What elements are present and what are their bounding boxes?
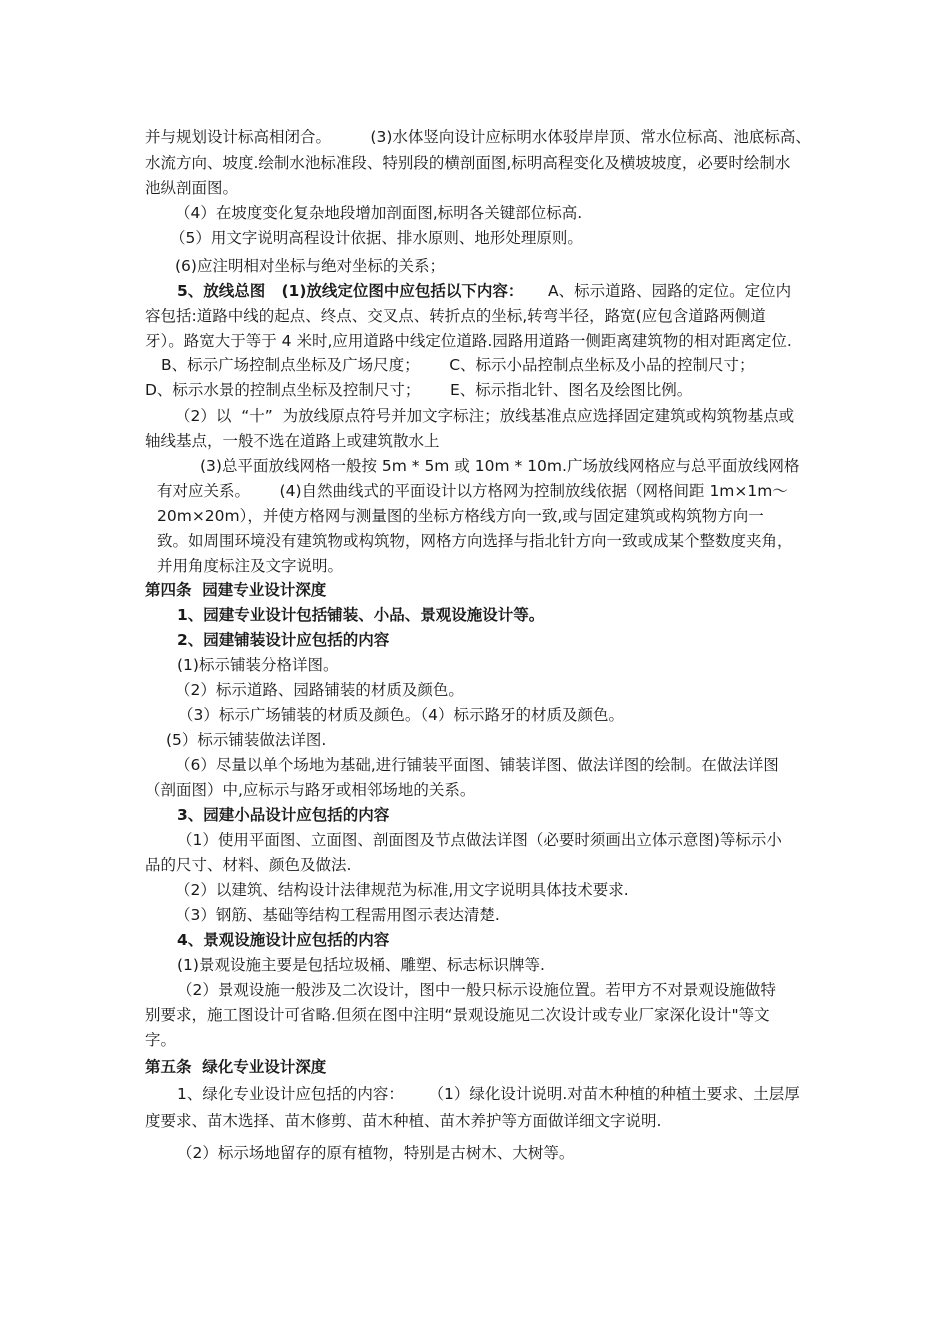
text-line: D、标示水景的控制点坐标及控制尺寸； E、标示指北针、图名及绘图比例。 (145, 381, 693, 399)
section-heading: 5、放线总图 (1)放线定位图中应包括以下内容： (177, 282, 524, 300)
text-line: （2）标示场地留存的原有植物，特别是古树木、大树等。 (177, 1144, 575, 1162)
text-line: 牙）。路宽大于等于 4 米时,应用道路中线定位道路.园路用道路一侧距离建筑物的相对距离定位. (145, 332, 792, 350)
text-line: （2）景观设施一般涉及二次设计，图中一般只标示设施位置。若甲方不对景观设施做特 (177, 981, 776, 999)
text-line: 别要求，施工图设计可省略.但须在图中注明“景观设施见二次设计或专业厂家深化设计"等文 (145, 1006, 770, 1024)
text-line: 并与规划设计标高相闭合。 (3)水体竖向设计应标明水体驳岸岸顶、常水位标高、池底标高、 (145, 128, 811, 146)
text-line: (3)总平面放线网格一般按 5m * 5m 或 10m * 10m.广场放线网格应与总平面放线网格 (200, 457, 800, 475)
text-line: A、标示道路、园路的定位。定位内 (548, 282, 792, 300)
text-line: 致。如周围环境没有建筑物或构筑物，网格方向选择与指北针方向一致或成某个整数度夹角， (157, 532, 793, 550)
section-heading: 4、景观设施设计应包括的内容 (177, 931, 390, 949)
section-heading: 1、园建专业设计包括铺装、小品、景观设施设计等。 (177, 606, 545, 624)
section-heading: 2、园建铺装设计应包括的内容 (177, 631, 390, 649)
text-line: (1)景观设施主要是包括垃圾桶、雕塑、标志标识牌等. (177, 956, 545, 974)
text-line: （5）用文字说明高程设计依据、排水原则、地形处理原则。 (170, 229, 583, 247)
text-line: 20m×20m），并使方格网与测量图的坐标方格线方向一致,或与固定建筑或构筑物方向一 (157, 507, 764, 525)
text-line: (1)标示铺装分格详图。 (177, 656, 339, 674)
text-line: 度要求、苗木选择、苗木修剪、苗木种植、苗木养护等方面做详细文字说明. (145, 1112, 662, 1130)
text-line: B、标示广场控制点坐标及广场尺度； C、标示小品控制点坐标及小品的控制尺寸； (161, 356, 755, 374)
text-line: 水流方向、坡度.绘制水池标准段、特别段的横剖面图,标明高程变化及横坡坡度，必要时绘制水 (145, 154, 791, 172)
text-line: （6）尽量以单个场地为基础,进行铺装平面图、铺装详图、做法详图的绘制。在做法详图 (175, 756, 779, 774)
text-line: （1）使用平面图、立面图、剖面图及节点做法详图（必要时须画出立体示意图)等标示小 (177, 831, 782, 849)
article-heading: 第五条 绿化专业设计深度 (145, 1058, 327, 1076)
text-line: （3）标示广场铺装的材质及颜色。（4）标示路牙的材质及颜色。 (178, 706, 624, 724)
text-line: 容包括:道路中线的起点、终点、交叉点、转折点的坐标,转弯半径，路宽(应包含道路两侧道 (145, 307, 766, 325)
text-line: (6)应注明相对坐标与绝对坐标的关系； (175, 257, 445, 275)
text-line: 1、绿化专业设计应包括的内容： （1）绿化设计说明.对苗木种植的种植土要求、土层厚 (177, 1085, 800, 1103)
article-heading: 第四条 园建专业设计深度 (145, 581, 327, 599)
text-line: （2）以 “十” 为放线原点符号并加文字标注；放线基准点应选择固定建筑或构筑物基点或 (175, 407, 795, 425)
text-line: （2）标示道路、园路铺装的材质及颜色。 (175, 681, 464, 699)
text-line: 轴线基点，一般不选在道路上或建筑散水上 (145, 432, 440, 450)
text-line: （4）在坡度变化复杂地段增加剖面图,标明各关键部位标高. (175, 204, 583, 222)
text-line: （3）钢筋、基础等结构工程需用图示表达清楚. (175, 906, 500, 924)
text-line: 池纵剖面图。 (145, 179, 239, 197)
text-line: 有对应关系。 (4)自然曲线式的平面设计以方格网为控制放线依据（网格间距 1m×1m～ (157, 482, 788, 500)
text-line: 字。 (145, 1031, 177, 1049)
text-line: 品的尺寸、材料、颜色及做法. (145, 856, 352, 874)
text-line: 并用角度标注及文字说明。 (157, 557, 344, 575)
section-heading: 3、园建小品设计应包括的内容 (177, 806, 390, 824)
text-line: （2）以建筑、结构设计法律规范为标准,用文字说明具体技术要求. (175, 881, 629, 899)
text-line: （剖面图）中,应标示与路牙或相邻场地的关系。 (145, 781, 476, 799)
text-line: (5）标示铺装做法详图. (166, 731, 327, 749)
